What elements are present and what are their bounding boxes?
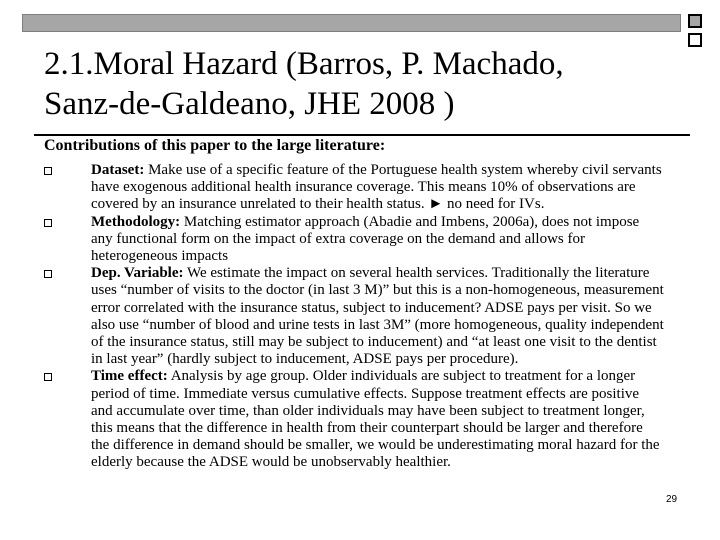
slide-title-line-1: 2.1.Moral Hazard (Barros, P. Machado, xyxy=(44,46,564,82)
bullet-lead: Dep. Variable: xyxy=(91,265,184,282)
bullet-time-effect xyxy=(44,368,664,471)
contribution-list xyxy=(44,162,664,472)
page-number: 29 xyxy=(666,494,678,505)
bullet-text: Analysis by age group. Older individuals are subject to treatment for a longer period of time. Immediate versus cumulative effects. Suppose treatment effects are positive and accumulate over time, than older individuals may have been subject to treatment longer, this means that the difference in health from their counterpart should be larger and therefore the difference in demand should be smaller, we would be underestimating moral hazard for the elderly because the ADSE would be unobservably healthier. xyxy=(91,368,660,471)
slide-title-line-2: Sanz-de-Galdeano, JHE 2008 ) xyxy=(44,86,455,122)
slide-subheading: Contributions of this paper to the large literature: xyxy=(44,137,386,154)
bullet-dep-variable xyxy=(44,265,664,368)
bullet-methodology xyxy=(44,214,664,266)
bullet-box-icon xyxy=(44,167,52,175)
bullet-text: Matching estimator approach (Abadie and Imbens, 2006a), does not impose any functional form on the impact of extra coverage on the demand and allows for heterogeneous impacts xyxy=(91,213,640,265)
decorative-corner-square-outline xyxy=(688,33,702,47)
slide-title xyxy=(44,44,684,124)
bullet-box-icon xyxy=(44,373,52,381)
bullet-lead: Methodology: xyxy=(91,213,181,230)
bullet-lead: Time effect: xyxy=(91,368,168,385)
bullet-text: Make use of a specific feature of the Portuguese health system whereby civil servants have exogenous additional health insurance coverage. This means 10% of observations are covered by an insurance unrelated to their health status. ► no need for IVs. xyxy=(91,162,662,213)
bullet-box-icon xyxy=(44,270,52,278)
decorative-top-bar xyxy=(22,14,681,32)
bullet-dataset xyxy=(44,162,664,214)
decorative-corner-square xyxy=(688,14,702,28)
bullet-lead: Dataset: xyxy=(91,162,145,178)
bullet-box-icon xyxy=(44,219,52,227)
bullet-text: We estimate the impact on several health services. Traditionally the literature uses “number of visits to the doctor (in last 3 M)” but this is a non-homogeneous, measurement error correlated with the insurance status, subject to inducement? ADSE pays per visit. So we also use “number of blood and urine tests in last 3M” (more homogeneous, quality independent of the insurance status, still may be subject to inducement) and “at least one visit to the dentist in last year” (hardly subject to inducement, ADSE pays per procedure). xyxy=(91,265,664,368)
